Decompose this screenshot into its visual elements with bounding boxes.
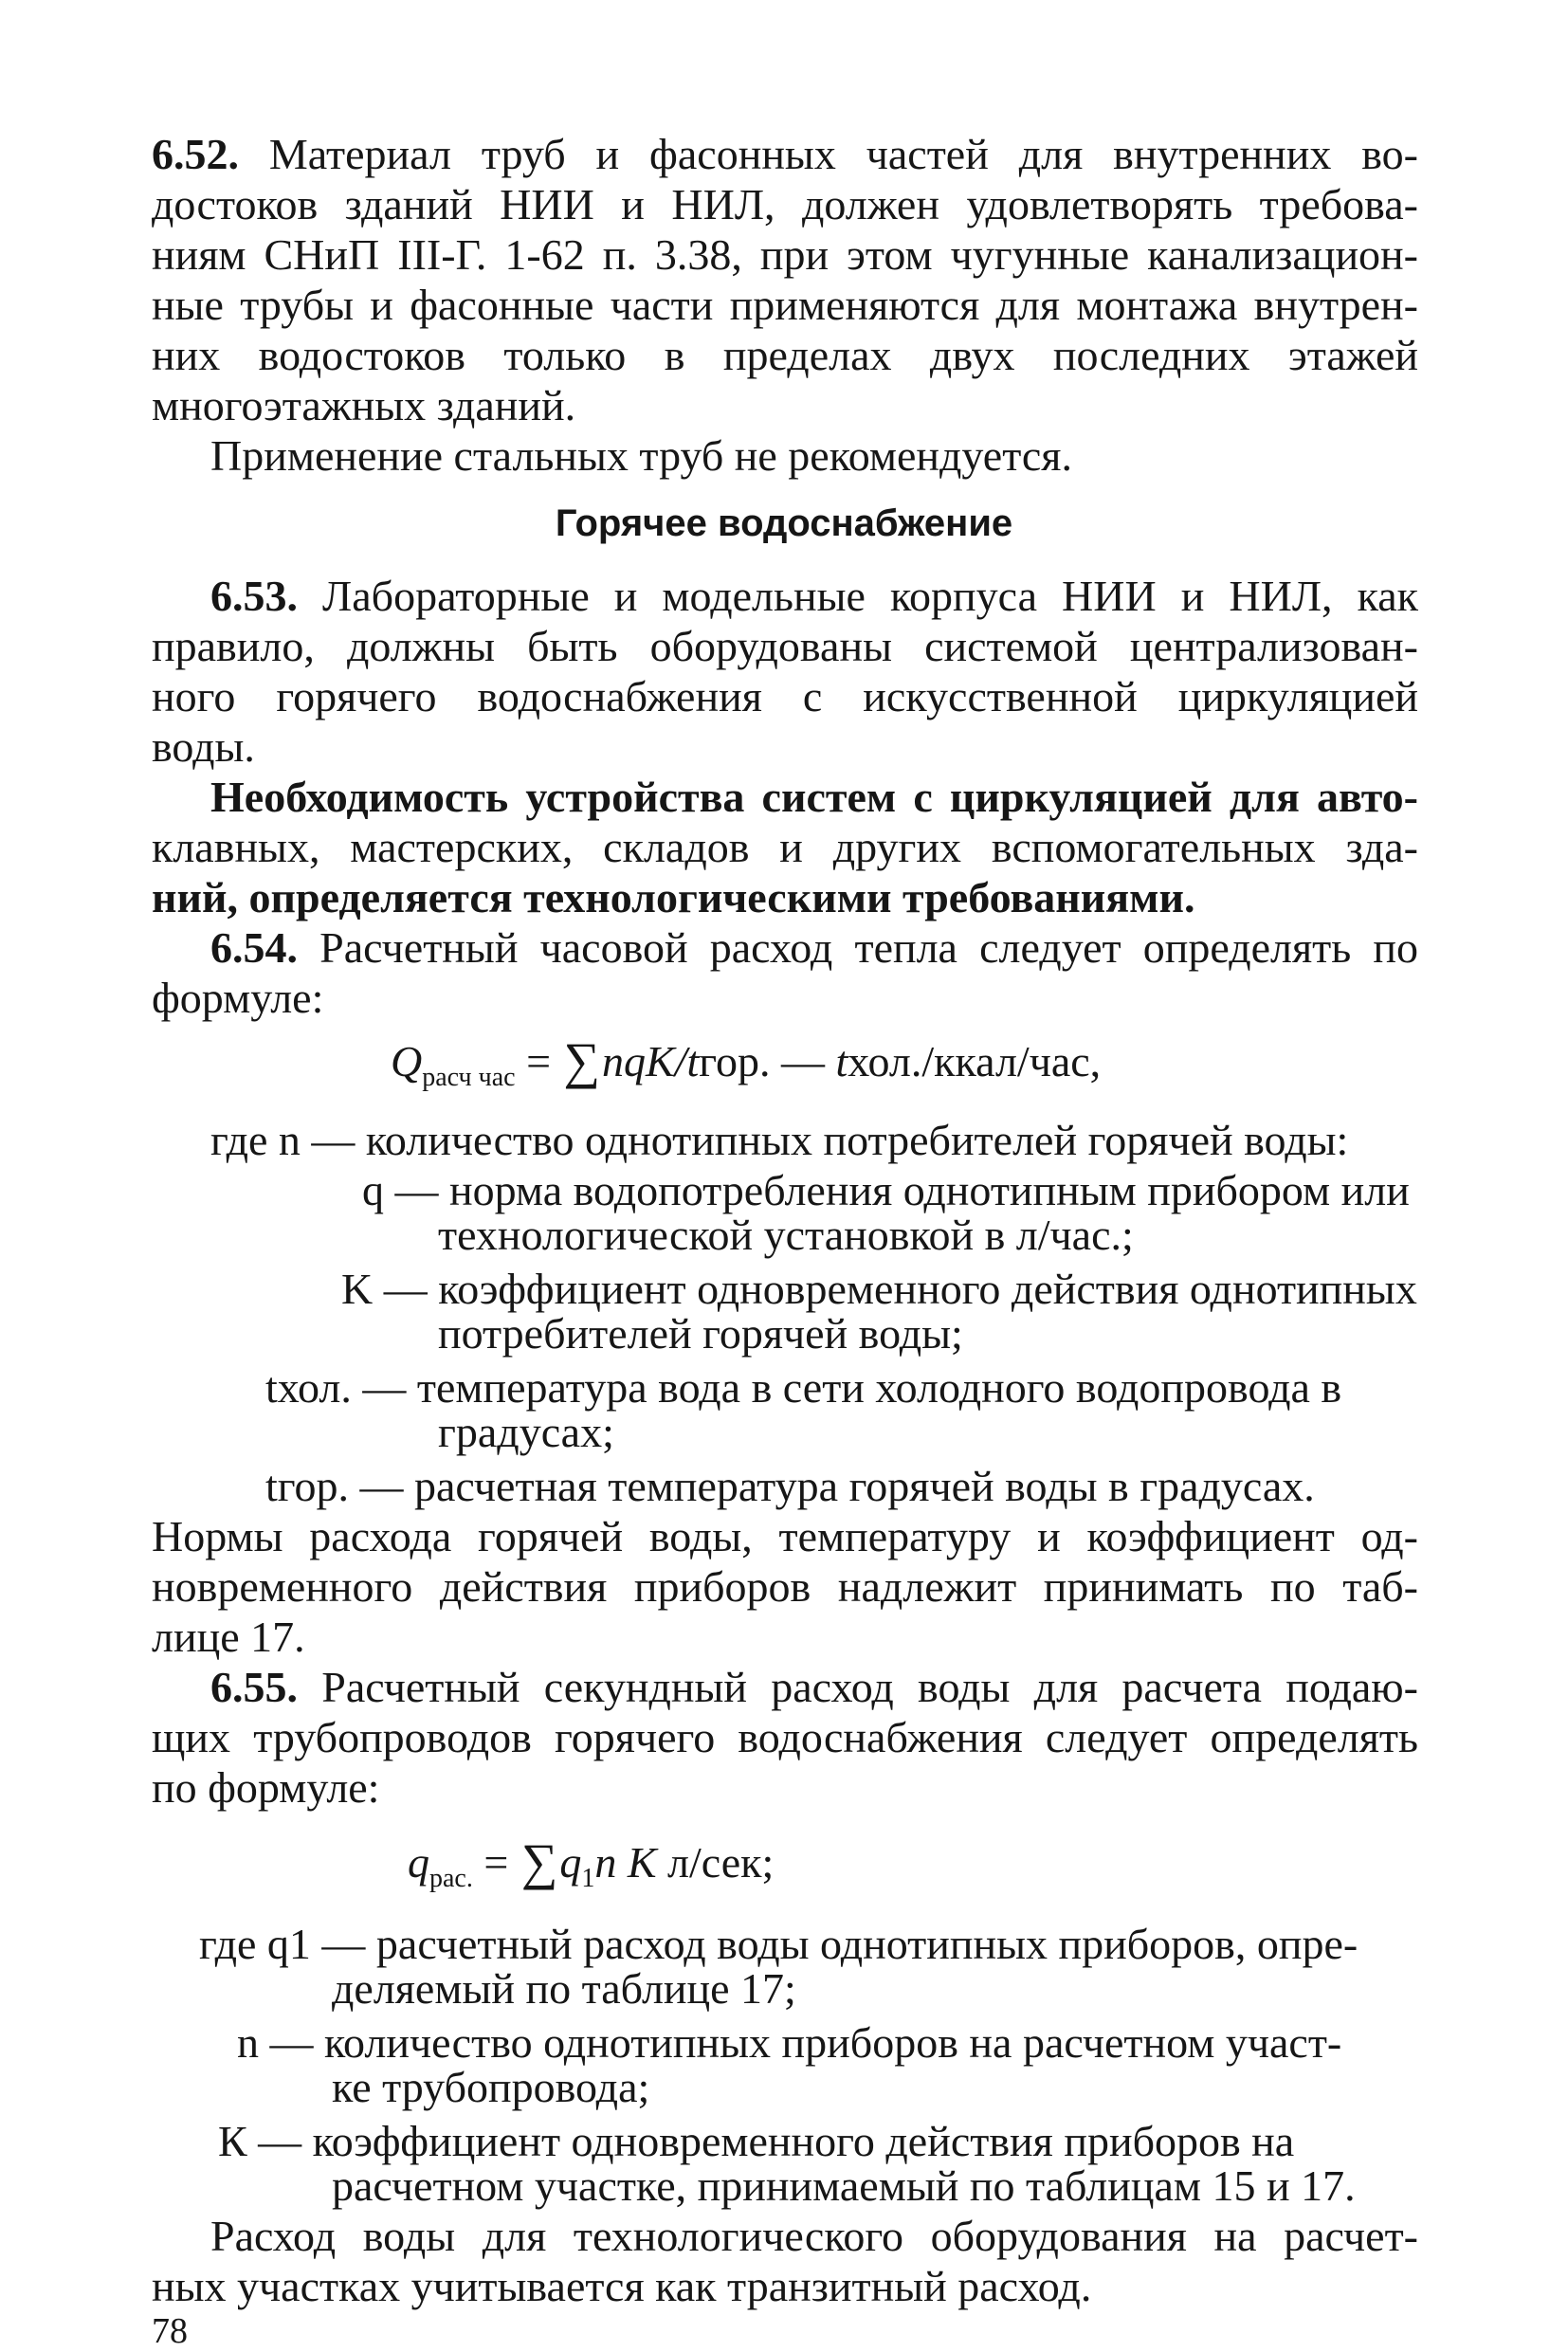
where-line-8: tгор. — расчетная температура горячей воды в градусах. [265, 1462, 1315, 1510]
where2-line-6: расчетном участке, принимаемый по таблицам 15 и 17. [332, 2161, 1356, 2210]
paragraph-6-52-line-5: них водостоков только в пределах двух последних этажей [152, 331, 1418, 379]
text-span: хол./ккал/час, [848, 1037, 1102, 1085]
where2-line-5: К — коэффициент одновременного действия приборов на [218, 2117, 1295, 2165]
text-span: 1 [581, 1864, 595, 1893]
text-span: t [835, 1037, 848, 1085]
text-span: — [770, 1037, 836, 1085]
norms-line-3: лице 17. [152, 1613, 305, 1661]
paragraph-6-52-line-2: достоков зданий НИИ и НИЛ, должен удовлетворять требова- [152, 180, 1418, 228]
paragraph-6-53-line-4: воды. [152, 722, 255, 771]
text-span: Q [391, 1037, 423, 1085]
paragraph-6-52-line-1 [152, 130, 1418, 178]
where2-line-1: где q1 — расчетный расход воды однотипных приборов, опре- [199, 1920, 1358, 1968]
paragraph-6-52-line-6: многоэтажных зданий. [152, 381, 576, 429]
where-line-5: потребителей горячей воды; [438, 1309, 963, 1358]
text-span: Лабораторные и модельные корпуса НИИ и НИЛ, как [322, 572, 1418, 620]
paragraph-6-53-line-1 [210, 574, 1418, 618]
where-line-6: tхол. — температура вода в сети холодного водопровода в [265, 1363, 1342, 1412]
paragraph-6-53-line-7: ний, определяется технологическими требованиями. [152, 873, 1195, 921]
tail-line-1: Расход воды для технологического оборудования на расчет- [210, 2212, 1418, 2260]
text-span: л/сек; [667, 1838, 775, 1887]
section-heading: Горячее водоснабжение [555, 502, 1013, 544]
where-line-4: K — коэффициент одновременного действия однотипных [341, 1265, 1417, 1313]
paragraph-6-53-line-5: Необходимость устройства систем с циркуляцией для авто- [210, 773, 1418, 821]
text-span: расч час [422, 1063, 516, 1092]
text-span: q [559, 1838, 582, 1887]
paragraph-6-53-line-3: ного горячего водоснабжения с искусственной циркуляцией [152, 672, 1418, 720]
text-span: ∑ [520, 1833, 558, 1890]
where2-line-4: ке трубопровода; [332, 2063, 650, 2111]
where2-line-2: деляемый по таблице 17; [332, 1964, 796, 2013]
text-span: гор. [699, 1037, 771, 1085]
paragraph-6-54-line-1 [210, 923, 1418, 972]
text-span: Расчетный часовой расход тепла следует определять по [319, 923, 1418, 972]
where-line-1: где n — количество однотипных потребителей горячей воды: [210, 1116, 1349, 1164]
text-span: ∑ [563, 1032, 601, 1089]
paragraph-6-52-line-4: ные трубы и фасонные части применяются для монтажа внутрен- [152, 281, 1418, 329]
text-span: Материал труб и фасонных частей для внутренних во- [268, 130, 1418, 178]
text-span: = [483, 1838, 509, 1887]
section-number-6-53: 6.53. [210, 572, 298, 620]
norms-line-2: новременного действия приборов надлежит принимать по таб- [152, 1562, 1418, 1611]
norms-line-1: Нормы расхода горячей воды, температуру и коэффициент од- [152, 1512, 1418, 1560]
tail-line-2: ных участках учитывается как транзитный расход. [152, 2262, 1092, 2310]
where-line-7: градусах; [438, 1408, 614, 1456]
paragraph-6-54-line-2: формуле: [152, 974, 324, 1022]
where-line-3: технологической установкой в л/час.; [438, 1211, 1134, 1259]
text-span: q [408, 1838, 429, 1887]
text-span: K [627, 1838, 657, 1887]
paragraph-6-52-line-3: ниям СНиП III-Г. 1-62 п. 3.38, при этом чугунные канализацион- [152, 230, 1418, 279]
text-span: рас. [429, 1864, 473, 1893]
text-span: Расчетный секундный расход воды для расчета подаю- [321, 1663, 1418, 1711]
page-number: 78 [152, 2311, 188, 2351]
paragraph-6-53-line-6: клавных, мастерских, складов и других вспомогательных зда- [152, 823, 1418, 871]
paragraph-6-55-line-1 [210, 1663, 1418, 1711]
where-line-2: q — норма водопотребления однотипным прибором или [362, 1166, 1410, 1214]
paragraph-6-55-line-3: по формуле: [152, 1763, 380, 1812]
where2-line-3: n — количество однотипных приборов на расчетном участ- [237, 2018, 1342, 2067]
text-span: n [594, 1838, 617, 1887]
text-span: = [526, 1037, 552, 1085]
formula-second-flow [408, 1833, 775, 1893]
paragraph-6-53-line-2: правило, должны быть оборудованы системой централизован- [152, 622, 1418, 670]
section-number-6-54: 6.54. [210, 923, 298, 972]
section-number-6-55: 6.55. [210, 1663, 298, 1711]
paragraph-6-55-line-2: щих трубопроводов горячего водоснабжения следует определять [152, 1713, 1418, 1761]
paragraph-6-52-line-7: Применение стальных труб не рекомендуется. [210, 431, 1072, 480]
text-span: nqK/t [602, 1037, 700, 1085]
section-number-6-52: 6.52. [152, 130, 239, 178]
formula-hourly-heat [391, 1032, 1102, 1092]
